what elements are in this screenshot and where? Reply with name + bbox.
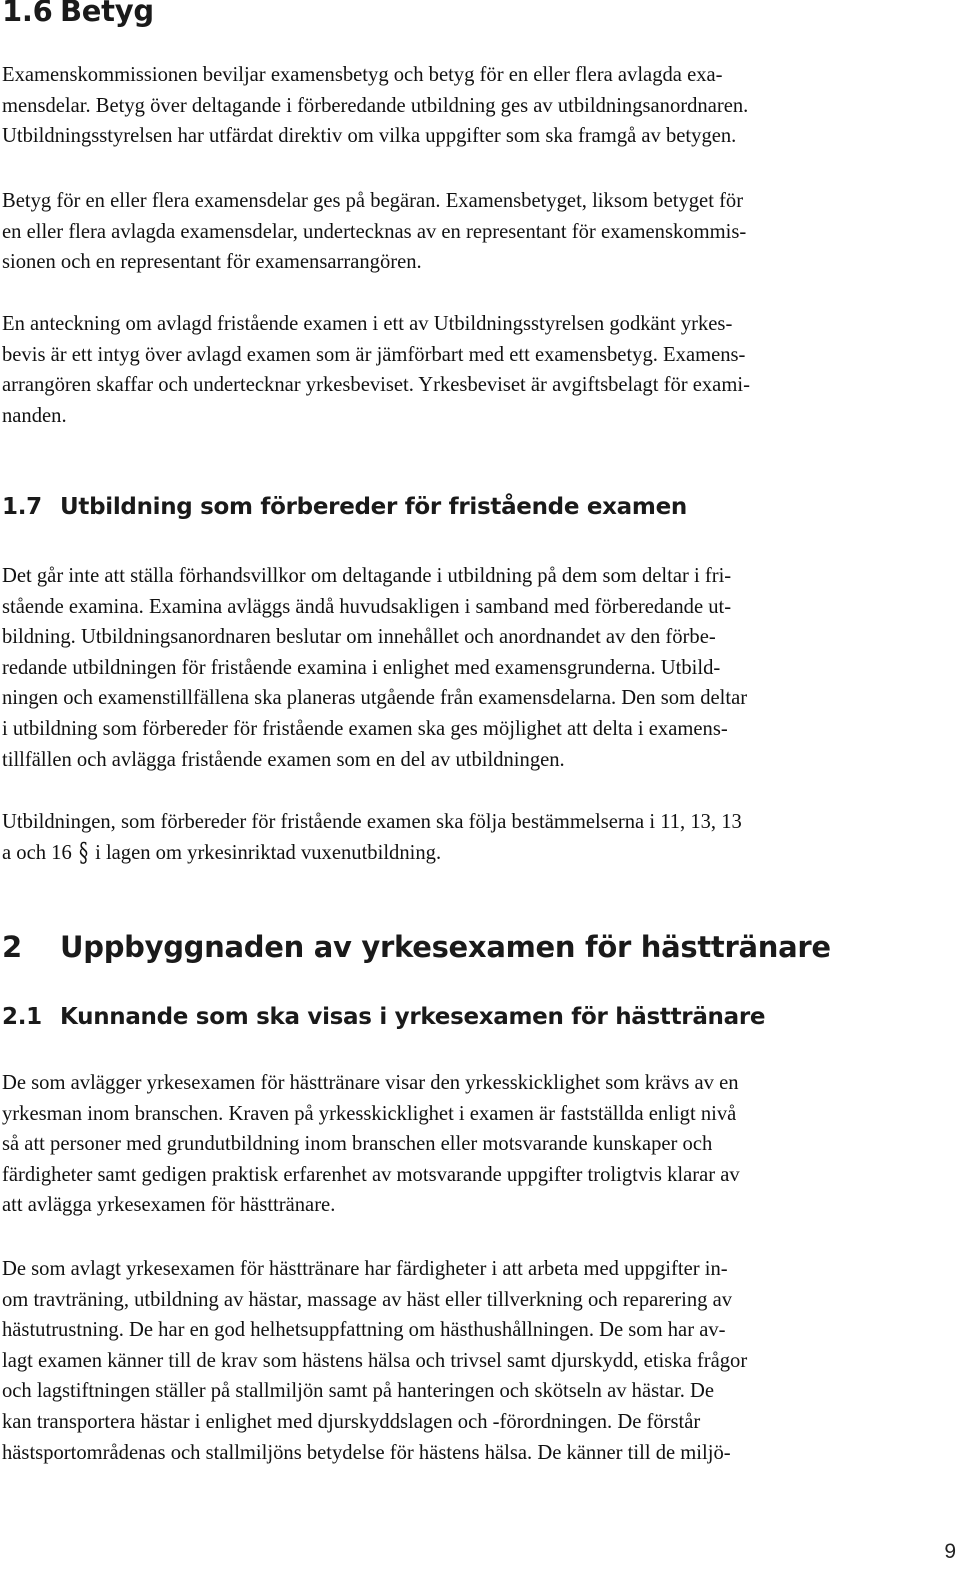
paragraph	[2, 1068, 740, 1221]
text-line: De som avlagt yrkesexamen för hästtränare har färdigheter i att arbeta med uppgifter in-	[2, 1258, 728, 1280]
paragraph	[2, 186, 746, 278]
paragraph	[2, 1254, 747, 1468]
text-line: så att personer med grundutbildning inom branschen eller motsvarande kunskaper och	[2, 1133, 713, 1156]
heading-title: Utbildning som förbereder för fristående examen	[60, 494, 687, 520]
text-line: att avlägga yrkesexamen för hästtränare.	[2, 1194, 336, 1217]
heading-number: 1.6	[2, 0, 53, 28]
text-line: en eller flera avlagda examensdelar, undertecknas av en representant för examenskommis-	[2, 220, 747, 243]
page-number: 9	[944, 1540, 956, 1563]
text-fragment: a och 16	[2, 841, 77, 864]
text-line: Examenskommissionen beviljar examensbetyg och betyg för en eller flera avlagda exa-	[2, 64, 723, 86]
text-line: yrkesman inom branschen. Kraven på yrkesskicklighet i examen är fastställda enligt nivå	[2, 1102, 737, 1125]
text-line: nanden.	[2, 404, 67, 427]
text-line: i utbildning som förbereder för fristående examen ska ges möjlighet att delta i examens-	[2, 717, 728, 740]
text-line: hästsportområdenas och stallmiljöns betydelse för hästens hälsa. De känner till de miljö-	[2, 1441, 731, 1464]
text-line: om travträning, utbildning av hästar, massage av häst eller tillverkning och reparering av	[2, 1288, 733, 1311]
text-line: En anteckning om avlagd fristående examen i ett av Utbildningsstyrelsen godkänt yrkes-	[2, 313, 733, 335]
text-fragment: i lagen om yrkesinriktad vuxenutbildning.	[89, 841, 442, 864]
text-line: ningen och examenstillfällena ska planeras utgående från examensdelarna. Den som deltar	[2, 687, 748, 710]
text-line: Betyg för en eller flera examensdelar ges på begäran. Examensbetyget, liksom betyget för	[2, 190, 744, 212]
text-line	[2, 838, 742, 869]
heading-1-6	[2, 0, 154, 28]
section-sign: §	[78, 837, 88, 868]
heading-1-7	[2, 494, 687, 520]
text-line: tillfällen och avlägga fristående examen som en del av utbildningen.	[2, 748, 565, 771]
text-line: Utbildningsstyrelsen har utfärdat direktiv om vilka uppgifter som ska framgå av betygen.	[2, 125, 737, 148]
heading-title: Uppbyggnaden av yrkesexamen för hästtränare	[60, 930, 831, 964]
text-line: De som avlägger yrkesexamen för hästtränare visar den yrkesskicklighet som krävs av en	[2, 1072, 739, 1094]
text-line: kan transportera hästar i enlighet med djurskyddslagen och -förordningen. De förstår	[2, 1410, 701, 1433]
heading-number: 2.1	[2, 1004, 42, 1030]
paragraph	[2, 561, 747, 775]
paragraph	[2, 60, 748, 152]
paragraph	[2, 807, 742, 868]
text-line: och lagstiftningen ställer på stallmiljön samt på hanteringen och skötseln av hästar. De	[2, 1380, 715, 1403]
heading-2	[2, 930, 831, 964]
text-line: bevis är ett intyg över avlagd examen som är jämförbart med ett examensbetyg. Examens-	[2, 343, 746, 366]
text-line: Det går inte att ställa förhandsvillkor om deltagande i utbildning på dem som deltar i fri-	[2, 565, 732, 587]
text-line: lagt examen känner till de krav som hästens hälsa och trivsel samt djurskydd, etiska frågor	[2, 1349, 748, 1372]
text-line: sionen och en representant för examensarrangören.	[2, 251, 422, 274]
heading-title: Kunnande som ska visas i yrkesexamen för hästtränare	[60, 1004, 766, 1030]
text-line: redande utbildningen för fristående examina i enlighet med examensgrunderna. Utbild-	[2, 656, 721, 679]
text-line: Utbildningen, som förbereder för fristående examen ska följa bestämmelserna i 11, 13, 13	[2, 811, 742, 833]
text-line: stående examina. Examina avläggs ändå huvudsakligen i samband med förberedande ut-	[2, 595, 732, 618]
text-line: mensdelar. Betyg över deltagande i förberedande utbildning ges av utbildningsanordnaren.	[2, 94, 749, 117]
text-line: arrangören skaffar och undertecknar yrkesbeviset. Yrkesbeviset är avgiftsbelagt för exami-	[2, 374, 750, 397]
heading-2-1	[2, 1004, 765, 1030]
paragraph	[2, 309, 750, 431]
heading-title: Betyg	[60, 0, 154, 28]
text-line: hästutrustning. De har en god helhetsuppfattning om hästhushållningen. De som har av-	[2, 1319, 726, 1342]
heading-number: 2	[2, 930, 22, 964]
text-line: färdigheter samt gedigen praktisk erfarenhet av motsvarande uppgifter troligtvis klarar av	[2, 1163, 740, 1186]
text-line: bildning. Utbildningsanordnaren beslutar om innehållet och anordnandet av den förbe-	[2, 626, 716, 649]
heading-number: 1.7	[2, 494, 42, 520]
